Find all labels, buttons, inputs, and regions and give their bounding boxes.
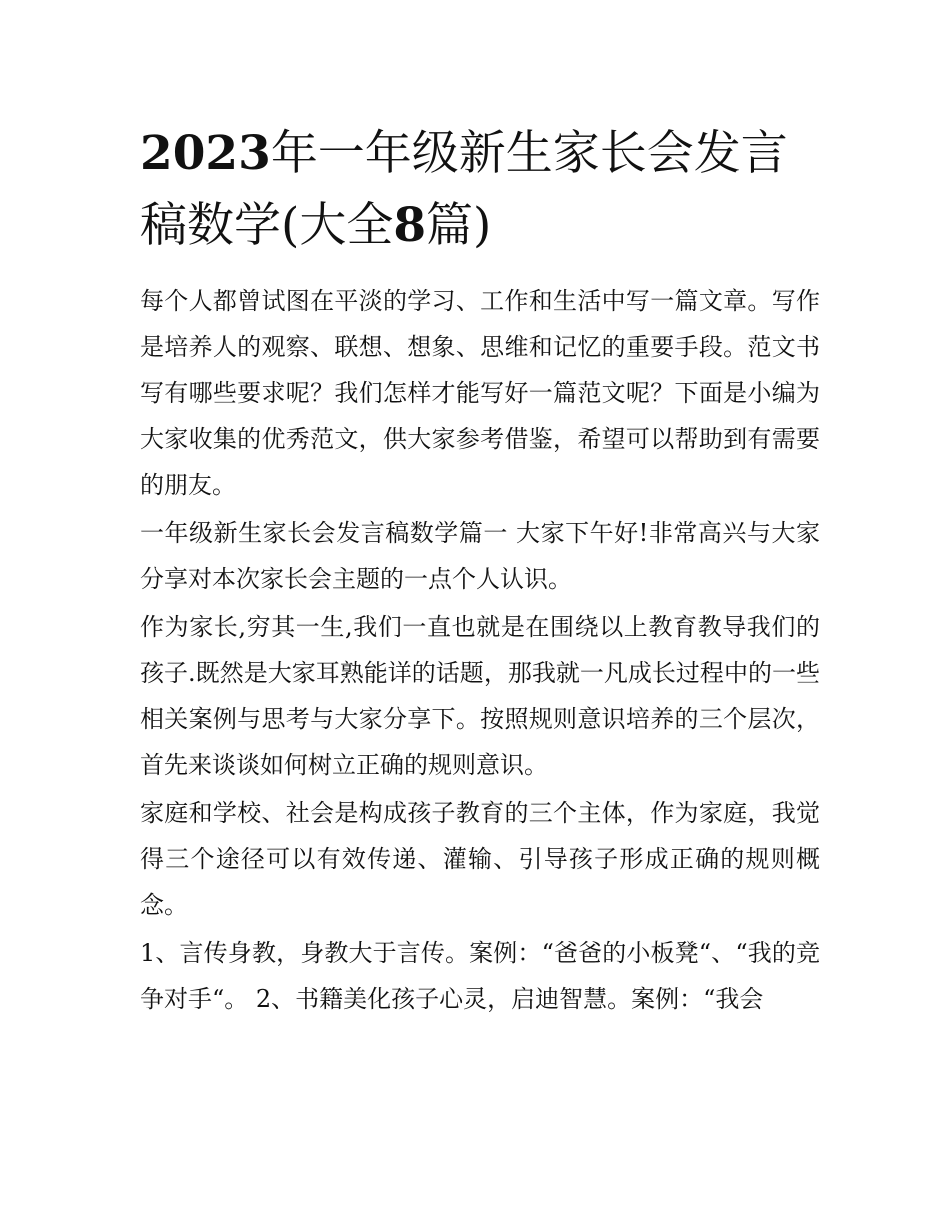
paragraph-parent-role: 作为家长,穷其一生,我们一直也就是在围绕以上教育教导我们的孩子.既然是大家耳熟能详的话题，那我就一凡成长过程中的一些相关案例与思考与大家分享下。按照规则意识培养的三个层次，首先来谈谈如何树立正确的规则意识。 <box>140 613 820 779</box>
document-title <box>140 118 820 262</box>
title-text: 年一年级新生家长会发言稿数学(大全 <box>140 126 788 253</box>
title-year: 2023 <box>140 126 271 181</box>
document-body <box>140 278 820 1024</box>
paragraph-family-school: 家庭和学校、社会是构成孩子教育的三个主体，作为家庭，我觉得三个途径可以有效传递、灌输、引导孩子形成正确的规则概念。 <box>140 799 820 919</box>
paragraph-examples: 1、言传身教，身教大于言传。案例：“爸爸的小板凳“、“我的竞争对手“。 2、书籍美化孩子心灵，启迪智慧。案例：“我会 <box>140 939 820 1013</box>
paragraph-intro: 每个人都曾试图在平淡的学习、工作和生活中写一篇文章。写作是培养人的观察、联想、想象、思维和记忆的重要手段。范文书写有哪些要求呢？我们怎样才能写好一篇范文呢？下面是小编为大家收集的优秀范文，供大家参考借鉴，希望可以帮助到有需要的朋友。 <box>140 287 820 499</box>
title-number: 8 <box>393 198 427 253</box>
paragraph-greeting: 一年级新生家长会发言稿数学篇一 大家下午好!非常高兴与大家分享对本次家长会主题的一点个人认识。 <box>140 519 820 593</box>
title-suffix: 篇) <box>426 198 492 253</box>
